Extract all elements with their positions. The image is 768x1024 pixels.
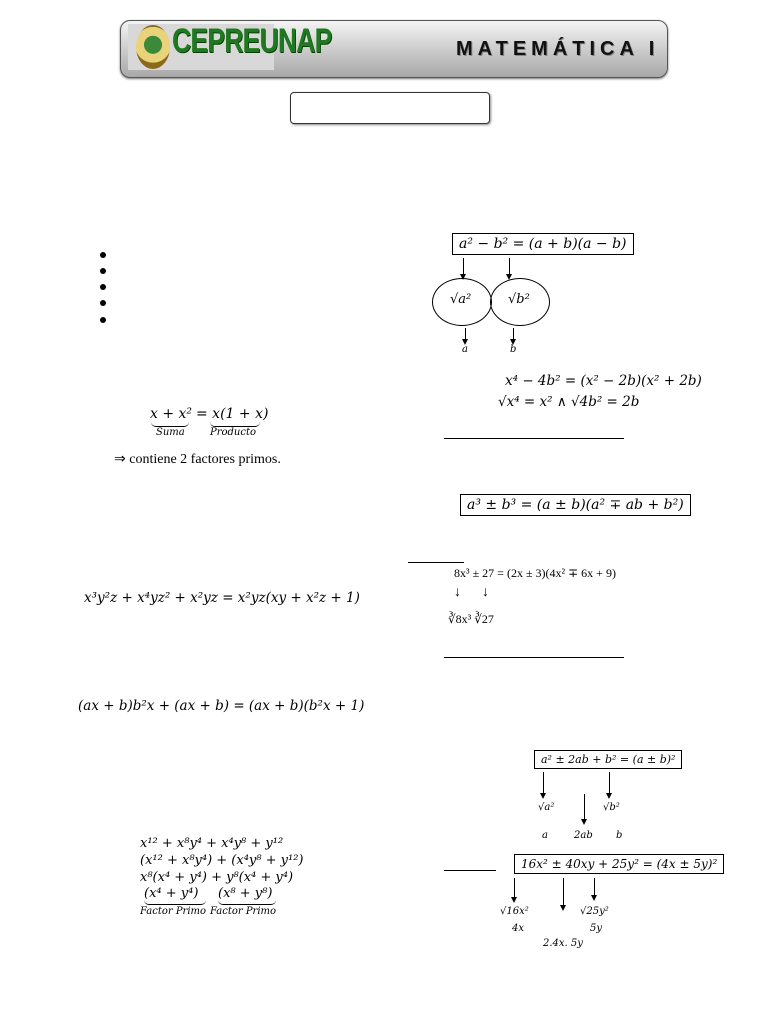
common-factor-ex2: (ax + b)b²x + (ax + b) = (ax + b)(b²x + 1) [78, 698, 365, 714]
label-suma: Suma [156, 427, 185, 438]
label-factor-b: Factor Primo [210, 906, 277, 917]
sum-cubes-example: 8x³ ± 27 = (2x ± 3)(4x² ∓ 6x + 9) [454, 566, 616, 580]
arrow-down-icon [543, 772, 544, 794]
ps-ex-root-b: √25y² [580, 906, 609, 917]
ps-ex-result-a: 4x [512, 923, 525, 934]
root-a: √a² [450, 292, 472, 307]
bullet-4 [100, 300, 106, 306]
short-divider-line [444, 870, 496, 871]
arrow-down-icon [463, 258, 464, 275]
subject-title: MATEMÁTICA I [456, 38, 660, 60]
diff-squares-formula: a² − b² = (a + b)(a − b) [452, 233, 634, 255]
bullet-1 [100, 252, 106, 258]
factor-lhs: x + x² [150, 406, 193, 422]
result-a: a [462, 344, 468, 355]
arrow-down-icon [563, 878, 564, 906]
down-arrow-icon: ↓ [454, 585, 461, 600]
perfect-square-formula: a² ± 2ab + b² = (a ± b)² [534, 750, 682, 769]
sum-cubes-formula: a³ ± b³ = (a ± b)(a² ∓ ab + b²) [460, 494, 691, 516]
short-divider-line [408, 562, 464, 563]
bullet-5 [100, 317, 106, 323]
down-arrow-icon: ↓ [482, 585, 489, 600]
grouping-line1: x¹² + x⁸y⁴ + x⁴y⁸ + y¹² [140, 836, 284, 851]
brace-factor-a [144, 900, 206, 905]
ps-root-b: √b² [603, 802, 620, 813]
diff-squares-example: x⁴ − 4b² = (x² − 2b)(x² + 2b) [505, 373, 702, 389]
ps-root-a: √a² [538, 802, 555, 813]
section-title-box [290, 92, 490, 124]
ps-ex-result-b: 5y [590, 923, 603, 934]
arrow-down-icon [513, 328, 514, 340]
arrow-down-icon [594, 878, 595, 896]
perfect-square-example: 16x² ± 40xy + 25y² = (4x ± 5y)² [514, 854, 724, 874]
divider-line [444, 438, 624, 439]
arrow-down-icon [509, 258, 510, 275]
grouping-line3: x⁸(x⁴ + y⁴) + y⁸(x⁴ + y⁴) [140, 870, 294, 885]
arrow-down-icon [584, 794, 585, 820]
arrow-down-icon [514, 878, 515, 898]
ps-result-a: a [542, 830, 548, 841]
ps-middle-term: 2ab [574, 830, 593, 841]
root-b: √b² [508, 292, 530, 307]
divider-line [444, 657, 624, 658]
common-factor-ex1: x³y²z + x⁴yz² + x²yz = x²yz(xy + x²z + 1) [84, 590, 360, 606]
university-seal-icon [136, 25, 170, 69]
ps-ex-middle-term: 2.4x. 5y [543, 938, 583, 949]
factor-rhs: = x(1 + x) [196, 406, 269, 422]
sum-cubes-roots: ∛8x³ ∛27 [448, 612, 494, 626]
diff-squares-roots: √x⁴ = x² ∧ √4b² = 2b [498, 394, 640, 410]
label-factor-a: Factor Primo [140, 906, 207, 917]
bullet-3 [100, 284, 106, 290]
ps-ex-root-a: √16x² [500, 906, 529, 917]
brand-logo-text: CEPREUNAP [172, 22, 332, 60]
grouping-factor-b: (x⁸ + y⁸) [218, 886, 273, 901]
brace-factor-b [218, 900, 276, 905]
bullet-2 [100, 268, 106, 274]
ps-result-b: b [616, 830, 623, 841]
grouping-factor-a: (x⁴ + y⁴) [144, 886, 199, 901]
factor-note: ⇒ contiene 2 factores primos. [114, 452, 281, 467]
grouping-line2: (x¹² + x⁸y⁴) + (x⁴y⁸ + y¹²) [140, 853, 304, 868]
arrow-down-icon [609, 772, 610, 794]
arrow-down-icon [465, 328, 466, 340]
label-producto: Producto [210, 427, 257, 438]
result-b: b [510, 344, 517, 355]
